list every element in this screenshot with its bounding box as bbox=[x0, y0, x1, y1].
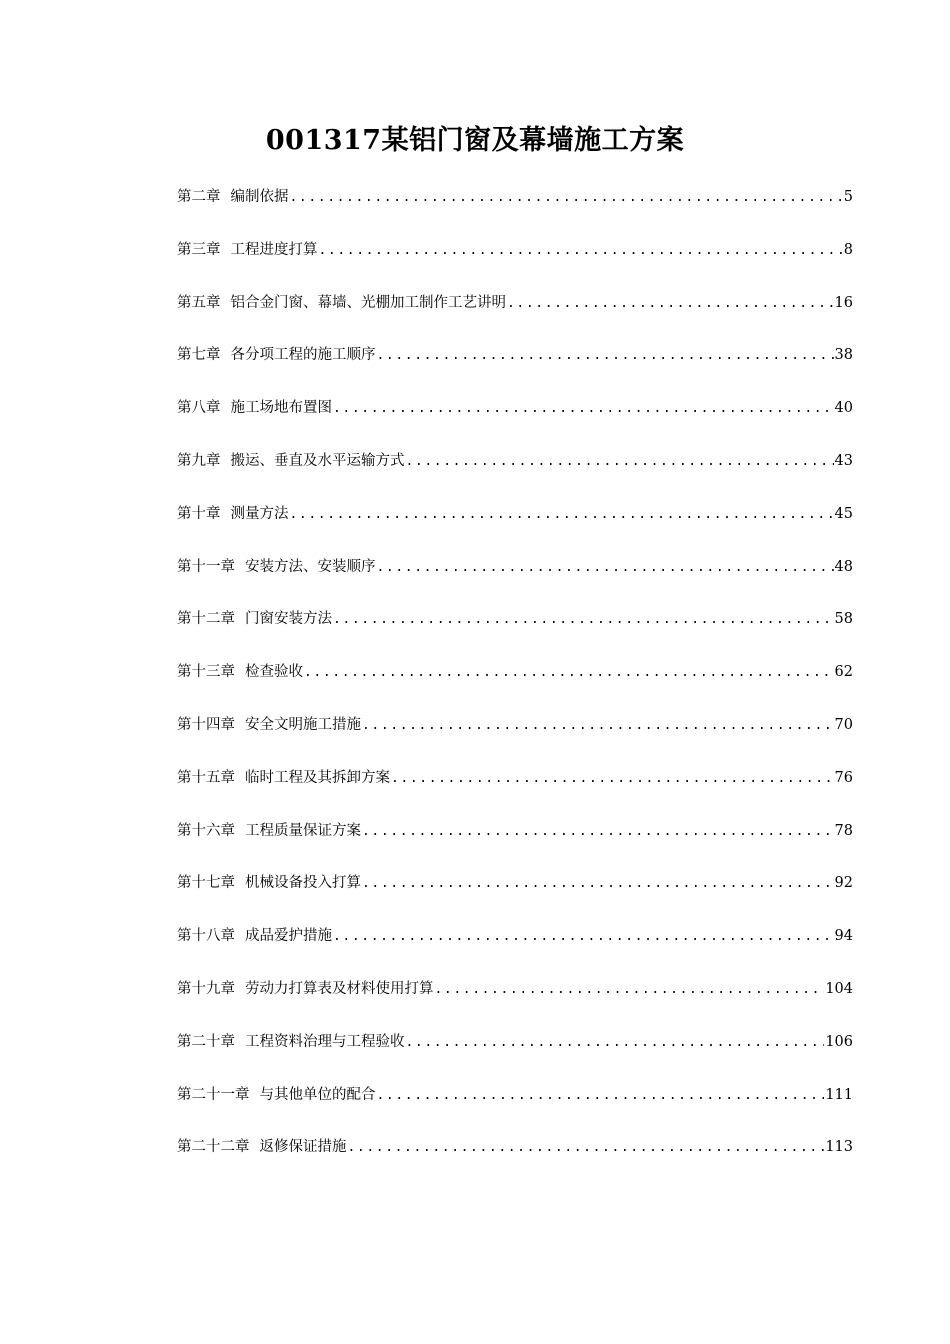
toc-chapter-title: 安装方法、安装顺序 bbox=[245, 558, 376, 575]
toc-chapter-number: 第二十二章 bbox=[177, 1139, 250, 1156]
toc-chapter-number: 第十五章 bbox=[177, 769, 235, 786]
toc-page-number: 70 bbox=[834, 716, 853, 733]
toc-page-number: 94 bbox=[834, 928, 853, 945]
toc-dot-leader bbox=[333, 923, 834, 951]
toc-chapter-title: 工程质量保证方案 bbox=[245, 822, 361, 839]
toc-dot-leader bbox=[362, 870, 834, 898]
toc-entry[interactable] bbox=[177, 1081, 853, 1134]
toc-chapter-title: 铝合金门窗、幕墙、光棚加工制作工艺讲明 bbox=[230, 294, 506, 311]
toc-chapter-number: 第十九章 bbox=[177, 980, 235, 997]
toc-page-number: 16 bbox=[834, 294, 853, 311]
toc-page-number: 58 bbox=[834, 611, 853, 628]
toc-chapter-title: 机械设备投入打算 bbox=[245, 875, 361, 892]
toc-page-number: 43 bbox=[834, 452, 853, 469]
toc-dot-leader bbox=[377, 342, 834, 370]
toc-chapter-number: 第七章 bbox=[177, 347, 221, 364]
toc-chapter-number: 第十四章 bbox=[177, 716, 235, 733]
toc-chapter-title: 检查验收 bbox=[245, 664, 303, 681]
toc-chapter-title: 与其他单位的配合 bbox=[259, 1086, 376, 1103]
toc-page-number: 5 bbox=[843, 189, 853, 205]
toc-chapter-number: 第十二章 bbox=[177, 611, 235, 628]
toc-chapter-title: 搬运、垂直及水平运输方式 bbox=[230, 452, 405, 469]
toc-page-number: 113 bbox=[825, 1139, 853, 1156]
toc-dot-leader bbox=[290, 184, 843, 212]
toc-dot-leader bbox=[362, 712, 834, 740]
toc-entry[interactable] bbox=[177, 764, 853, 817]
toc-page-number: 104 bbox=[825, 980, 853, 997]
toc-entry[interactable] bbox=[177, 869, 853, 922]
toc-chapter-title: 成品爱护措施 bbox=[245, 928, 332, 945]
toc-dot-leader bbox=[319, 237, 843, 265]
toc-page-number: 76 bbox=[834, 769, 853, 786]
toc-page-number: 40 bbox=[834, 400, 853, 417]
toc-page-number: 38 bbox=[834, 347, 853, 364]
toc-chapter-title: 编制依据 bbox=[230, 189, 289, 205]
toc-chapter-number: 第八章 bbox=[177, 400, 221, 417]
toc-entry[interactable] bbox=[177, 605, 853, 658]
toc-entry[interactable] bbox=[177, 1133, 853, 1186]
toc-entry[interactable] bbox=[177, 500, 853, 553]
toc-dot-leader bbox=[290, 501, 834, 529]
toc-chapter-title: 施工场地布置图 bbox=[230, 400, 332, 417]
toc-page-number: 62 bbox=[834, 664, 853, 681]
toc-chapter-number: 第二十一章 bbox=[177, 1086, 250, 1103]
toc-entry[interactable] bbox=[177, 658, 853, 711]
toc-chapter-number: 第五章 bbox=[177, 294, 221, 311]
toc-chapter-title: 返修保证措施 bbox=[259, 1139, 347, 1156]
toc-dot-leader bbox=[333, 395, 834, 423]
toc-entry[interactable] bbox=[177, 553, 853, 606]
toc-dot-leader bbox=[348, 1134, 825, 1162]
toc-page-number: 92 bbox=[834, 875, 853, 892]
toc-chapter-number: 第十一章 bbox=[177, 558, 235, 575]
toc-entry[interactable] bbox=[177, 922, 853, 975]
toc-chapter-number: 第三章 bbox=[177, 241, 221, 258]
toc-chapter-number: 第十七章 bbox=[177, 875, 235, 892]
toc-entry[interactable] bbox=[177, 183, 853, 236]
toc-page-number: 48 bbox=[834, 558, 853, 575]
toc-entry[interactable] bbox=[177, 289, 853, 342]
toc-dot-leader bbox=[362, 818, 834, 846]
toc-chapter-title: 工程资料治理与工程验收 bbox=[245, 1033, 405, 1050]
toc-dot-leader bbox=[507, 290, 834, 318]
toc-dot-leader bbox=[406, 448, 834, 476]
toc-chapter-number: 第十六章 bbox=[177, 822, 235, 839]
toc-dot-leader bbox=[333, 606, 834, 634]
toc-chapter-number: 第十三章 bbox=[177, 664, 235, 681]
toc-chapter-number: 第十八章 bbox=[177, 928, 235, 945]
toc-entry[interactable] bbox=[177, 711, 853, 764]
toc-chapter-number: 第二十章 bbox=[177, 1033, 235, 1050]
toc-dot-leader bbox=[406, 1029, 825, 1057]
toc-page-number: 106 bbox=[825, 1033, 853, 1050]
toc-chapter-number: 第十章 bbox=[177, 505, 221, 522]
toc-entry[interactable] bbox=[177, 817, 853, 870]
toc-dot-leader bbox=[435, 976, 825, 1004]
toc-entry[interactable] bbox=[177, 447, 853, 500]
toc-chapter-title: 各分项工程的施工顺序 bbox=[230, 347, 376, 364]
toc-dot-leader bbox=[304, 659, 834, 687]
toc-chapter-title: 测量方法 bbox=[230, 505, 289, 522]
toc-entry[interactable] bbox=[177, 341, 853, 394]
toc-entry[interactable] bbox=[177, 975, 853, 1028]
toc-chapter-title: 门窗安装方法 bbox=[245, 611, 332, 628]
toc-page-number: 8 bbox=[843, 241, 853, 258]
toc-chapter-title: 临时工程及其拆卸方案 bbox=[245, 769, 390, 786]
toc-chapter-title: 劳动力打算表及材料使用打算 bbox=[245, 980, 434, 997]
toc-entry[interactable] bbox=[177, 394, 853, 447]
table-of-contents bbox=[177, 183, 853, 1186]
toc-entry[interactable] bbox=[177, 1028, 853, 1081]
toc-entry[interactable] bbox=[177, 236, 853, 289]
toc-dot-leader bbox=[391, 765, 834, 793]
toc-chapter-number: 第二章 bbox=[177, 189, 221, 205]
toc-page-number: 45 bbox=[834, 505, 853, 522]
toc-page-number: 78 bbox=[834, 822, 853, 839]
document-title: 001317某铝门窗及幕墙施工方案 bbox=[265, 125, 685, 156]
toc-page-number: 111 bbox=[825, 1086, 853, 1103]
toc-dot-leader bbox=[377, 554, 834, 582]
toc-chapter-title: 安全文明施工措施 bbox=[245, 716, 361, 733]
toc-chapter-number: 第九章 bbox=[177, 452, 221, 469]
toc-chapter-title: 工程进度打算 bbox=[230, 241, 318, 258]
toc-dot-leader bbox=[377, 1082, 825, 1110]
